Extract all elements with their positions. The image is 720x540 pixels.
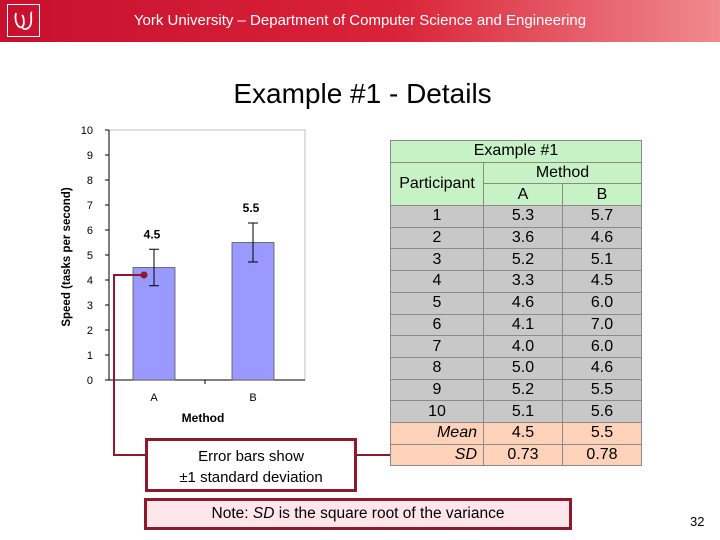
value-b-cell: 6.0 (563, 336, 642, 358)
participant-cell: 1 (391, 206, 484, 228)
participant-cell: 4 (391, 271, 484, 293)
table-title: Example #1 (391, 141, 642, 163)
mean-b-cell: 5.5 (563, 422, 642, 444)
value-a-cell: 3.3 (484, 271, 563, 293)
callout-dot-left (141, 272, 148, 279)
column-header-a: A (484, 184, 563, 206)
table-row (391, 357, 642, 379)
value-b-cell: 4.6 (563, 357, 642, 379)
value-a-cell: 5.0 (484, 357, 563, 379)
header-title: York University – Department of Computer Science and Engineering (133, 12, 587, 29)
value-b-cell: 6.0 (563, 292, 642, 314)
value-a-cell: 3.6 (484, 227, 563, 249)
note-suffix: is the square root of the variance (274, 505, 505, 522)
value-a-cell: 5.3 (484, 206, 563, 228)
sd-b-cell: 0.78 (563, 444, 642, 466)
table-row (391, 401, 642, 423)
y-axis-title: Speed (tasks per second) (61, 187, 73, 327)
value-b-cell: 5.6 (563, 401, 642, 423)
bar-data-label: 4.5 (143, 227, 161, 242)
value-b-cell: 4.6 (563, 227, 642, 249)
value-b-cell: 5.1 (563, 249, 642, 271)
column-header-b: B (563, 184, 642, 206)
y-tick-label: 10 (80, 125, 93, 137)
error-bars-callout (145, 438, 357, 492)
x-axis-title: Method (181, 411, 225, 425)
table-row (391, 336, 642, 358)
mean-label-cell: Mean (391, 422, 484, 444)
page-number: 32 (690, 514, 705, 529)
value-a-cell: 4.6 (484, 292, 563, 314)
participant-cell: 9 (391, 379, 484, 401)
y-tick-label: 9 (86, 150, 93, 162)
slide-title: Example #1 - Details (233, 78, 492, 109)
note-box (144, 498, 572, 530)
y-tick-label: 1 (86, 350, 93, 362)
value-b-cell: 5.7 (563, 206, 642, 228)
callout-line-1: Error bars show (198, 448, 304, 465)
participant-cell: 6 (391, 314, 484, 336)
value-b-cell: 5.5 (563, 379, 642, 401)
table-row (391, 206, 642, 228)
note-term: SD (252, 505, 275, 522)
y-tick-label: 3 (86, 300, 93, 312)
participant-cell: 3 (391, 249, 484, 271)
table-row (391, 314, 642, 336)
value-b-cell: 4.5 (563, 271, 642, 293)
table-row (391, 227, 642, 249)
table-row (391, 249, 642, 271)
value-a-cell: 5.2 (484, 249, 563, 271)
value-a-cell: 4.1 (484, 314, 563, 336)
y-tick-label: 0 (86, 375, 93, 387)
method-header: Method (484, 162, 642, 184)
participant-cell: 10 (391, 401, 484, 423)
participant-cell: 8 (391, 357, 484, 379)
sd-label-cell: SD (391, 444, 484, 466)
x-tick-label: B (249, 392, 257, 404)
value-a-cell: 5.1 (484, 401, 563, 423)
table-row (391, 271, 642, 293)
table-summary-row (391, 422, 642, 444)
sd-a-cell: 0.73 (484, 444, 563, 466)
y-tick-label: 4 (86, 275, 93, 287)
y-tick-label: 6 (86, 225, 93, 237)
participant-cell: 2 (391, 227, 484, 249)
note-prefix: Note: (211, 505, 253, 522)
participant-cell: 7 (391, 336, 484, 358)
mean-a-cell: 4.5 (484, 422, 563, 444)
bar-data-label: 5.5 (242, 201, 260, 215)
data-table (390, 140, 642, 466)
table-row (391, 292, 642, 314)
table-summary-row (391, 444, 642, 466)
participant-cell: 5 (391, 292, 484, 314)
y-tick-label: 2 (86, 325, 93, 337)
y-tick-label: 8 (86, 175, 93, 187)
y-tick-label: 5 (86, 250, 93, 262)
table-row (391, 379, 642, 401)
value-a-cell: 4.0 (484, 336, 563, 358)
callout-line-2: ±1 standard deviation (179, 469, 323, 486)
bar (232, 243, 274, 381)
value-b-cell: 7.0 (563, 314, 642, 336)
participant-header: Participant (391, 162, 484, 205)
x-tick-label: A (150, 392, 158, 404)
y-tick-label: 7 (86, 200, 93, 212)
value-a-cell: 5.2 (484, 379, 563, 401)
